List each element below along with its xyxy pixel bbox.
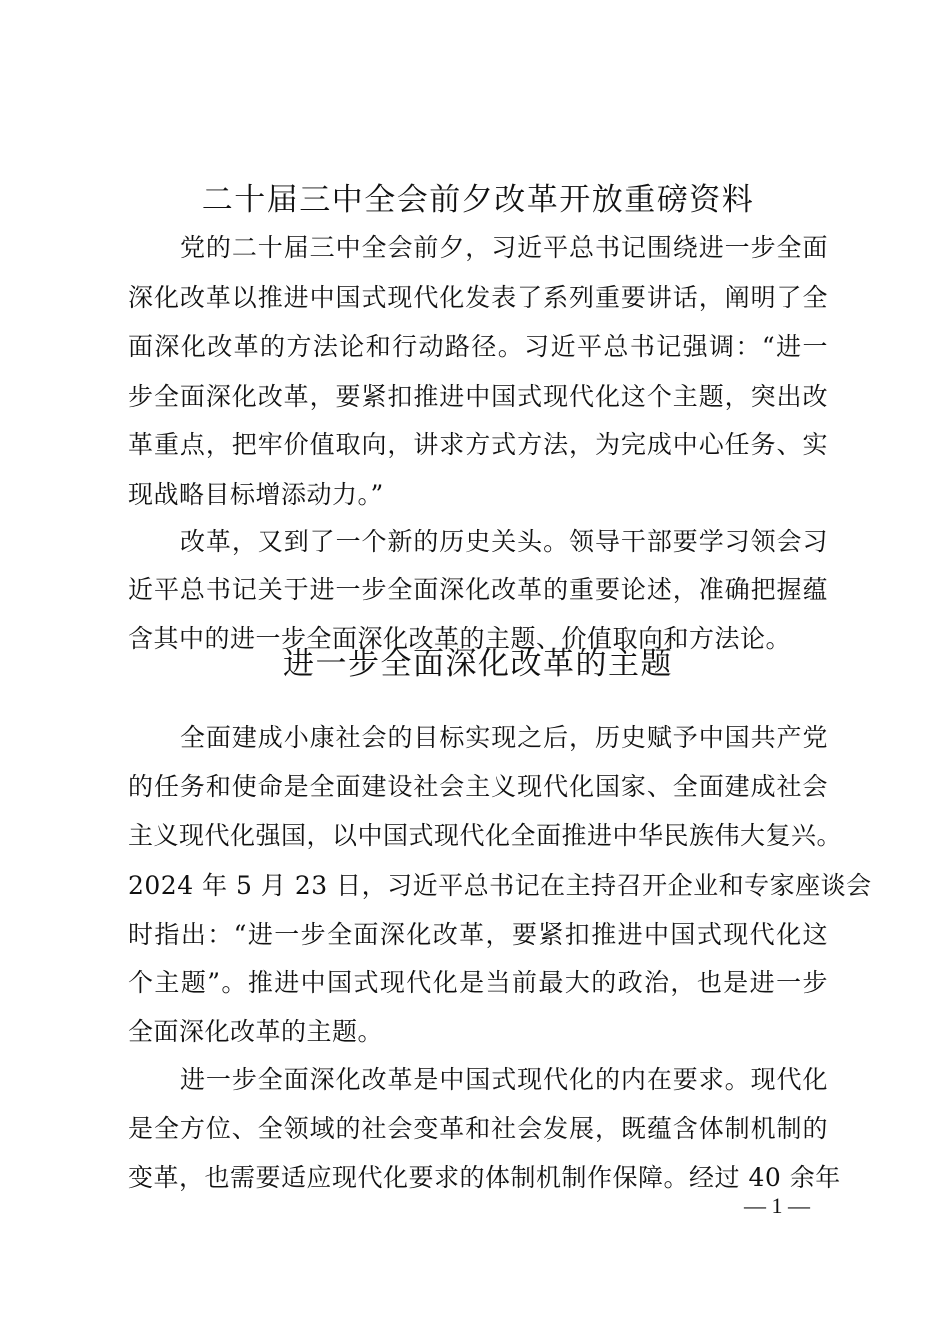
paragraph-line: 是全方位、全领域的社会变革和社会发展，既蕴含体制机制的: [128, 1114, 828, 1143]
paragraph-line: 时指出：“进一步全面深化改革，要紧扣推进中国式现代化这: [128, 920, 828, 949]
paragraph-line: 全面深化改革的主题。: [128, 1017, 384, 1046]
paragraph-line: 面深化改革的方法论和行动路径。习近平总书记强调：“进一: [128, 332, 828, 361]
paragraph-line: 现战略目标增添动力。”: [128, 480, 384, 509]
paragraph-line: 革重点，把牢价值取向，讲求方式方法，为完成中心任务、实: [128, 430, 828, 459]
paragraph-line: 全面建成小康社会的目标实现之后，历史赋予中国共产党: [180, 723, 828, 752]
paragraph-line: 进一步全面深化改革是中国式现代化的内在要求。现代化: [180, 1065, 828, 1094]
paragraph-line: 深化改革以推进中国式现代化发表了系列重要讲话，阐明了全: [128, 283, 828, 312]
paragraph-line: 2024 年 5 月 23 日，习近平总书记在主持召开企业和专家座谈会: [128, 871, 872, 900]
paragraph-line: 改革，又到了一个新的历史关头。领导干部要学习领会习: [180, 527, 828, 556]
document-title: 二十届三中全会前夕改革开放重磅资料: [201, 182, 755, 218]
paragraph-line: 主义现代化强国，以中国式现代化全面推进中华民族伟大复兴。: [128, 821, 843, 850]
paragraph-line: 党的二十届三中全会前夕，习近平总书记围绕进一步全面: [180, 233, 828, 262]
page-number: — 1 —: [744, 1193, 810, 1218]
paragraph-line: 含其中的进一步全面深化改革的主题、价值取向和方法论。: [128, 624, 792, 653]
paragraph-line: 步全面深化改革，要紧扣推进中国式现代化这个主题，突出改: [128, 382, 828, 411]
paragraph-line: 变革，也需要适应现代化要求的体制机制作保障。经过 40 余年: [128, 1163, 841, 1192]
paragraph-line: 近平总书记关于进一步全面深化改革的重要论述，准确把握蕴: [128, 575, 828, 604]
paragraph-line: 个主题”。推进中国式现代化是当前最大的政治，也是进一步: [128, 968, 828, 997]
paragraph-line: 的任务和使命是全面建设社会主义现代化国家、全面建成社会: [128, 772, 828, 801]
section-heading: 进一步全面深化改革的主题: [283, 646, 673, 682]
